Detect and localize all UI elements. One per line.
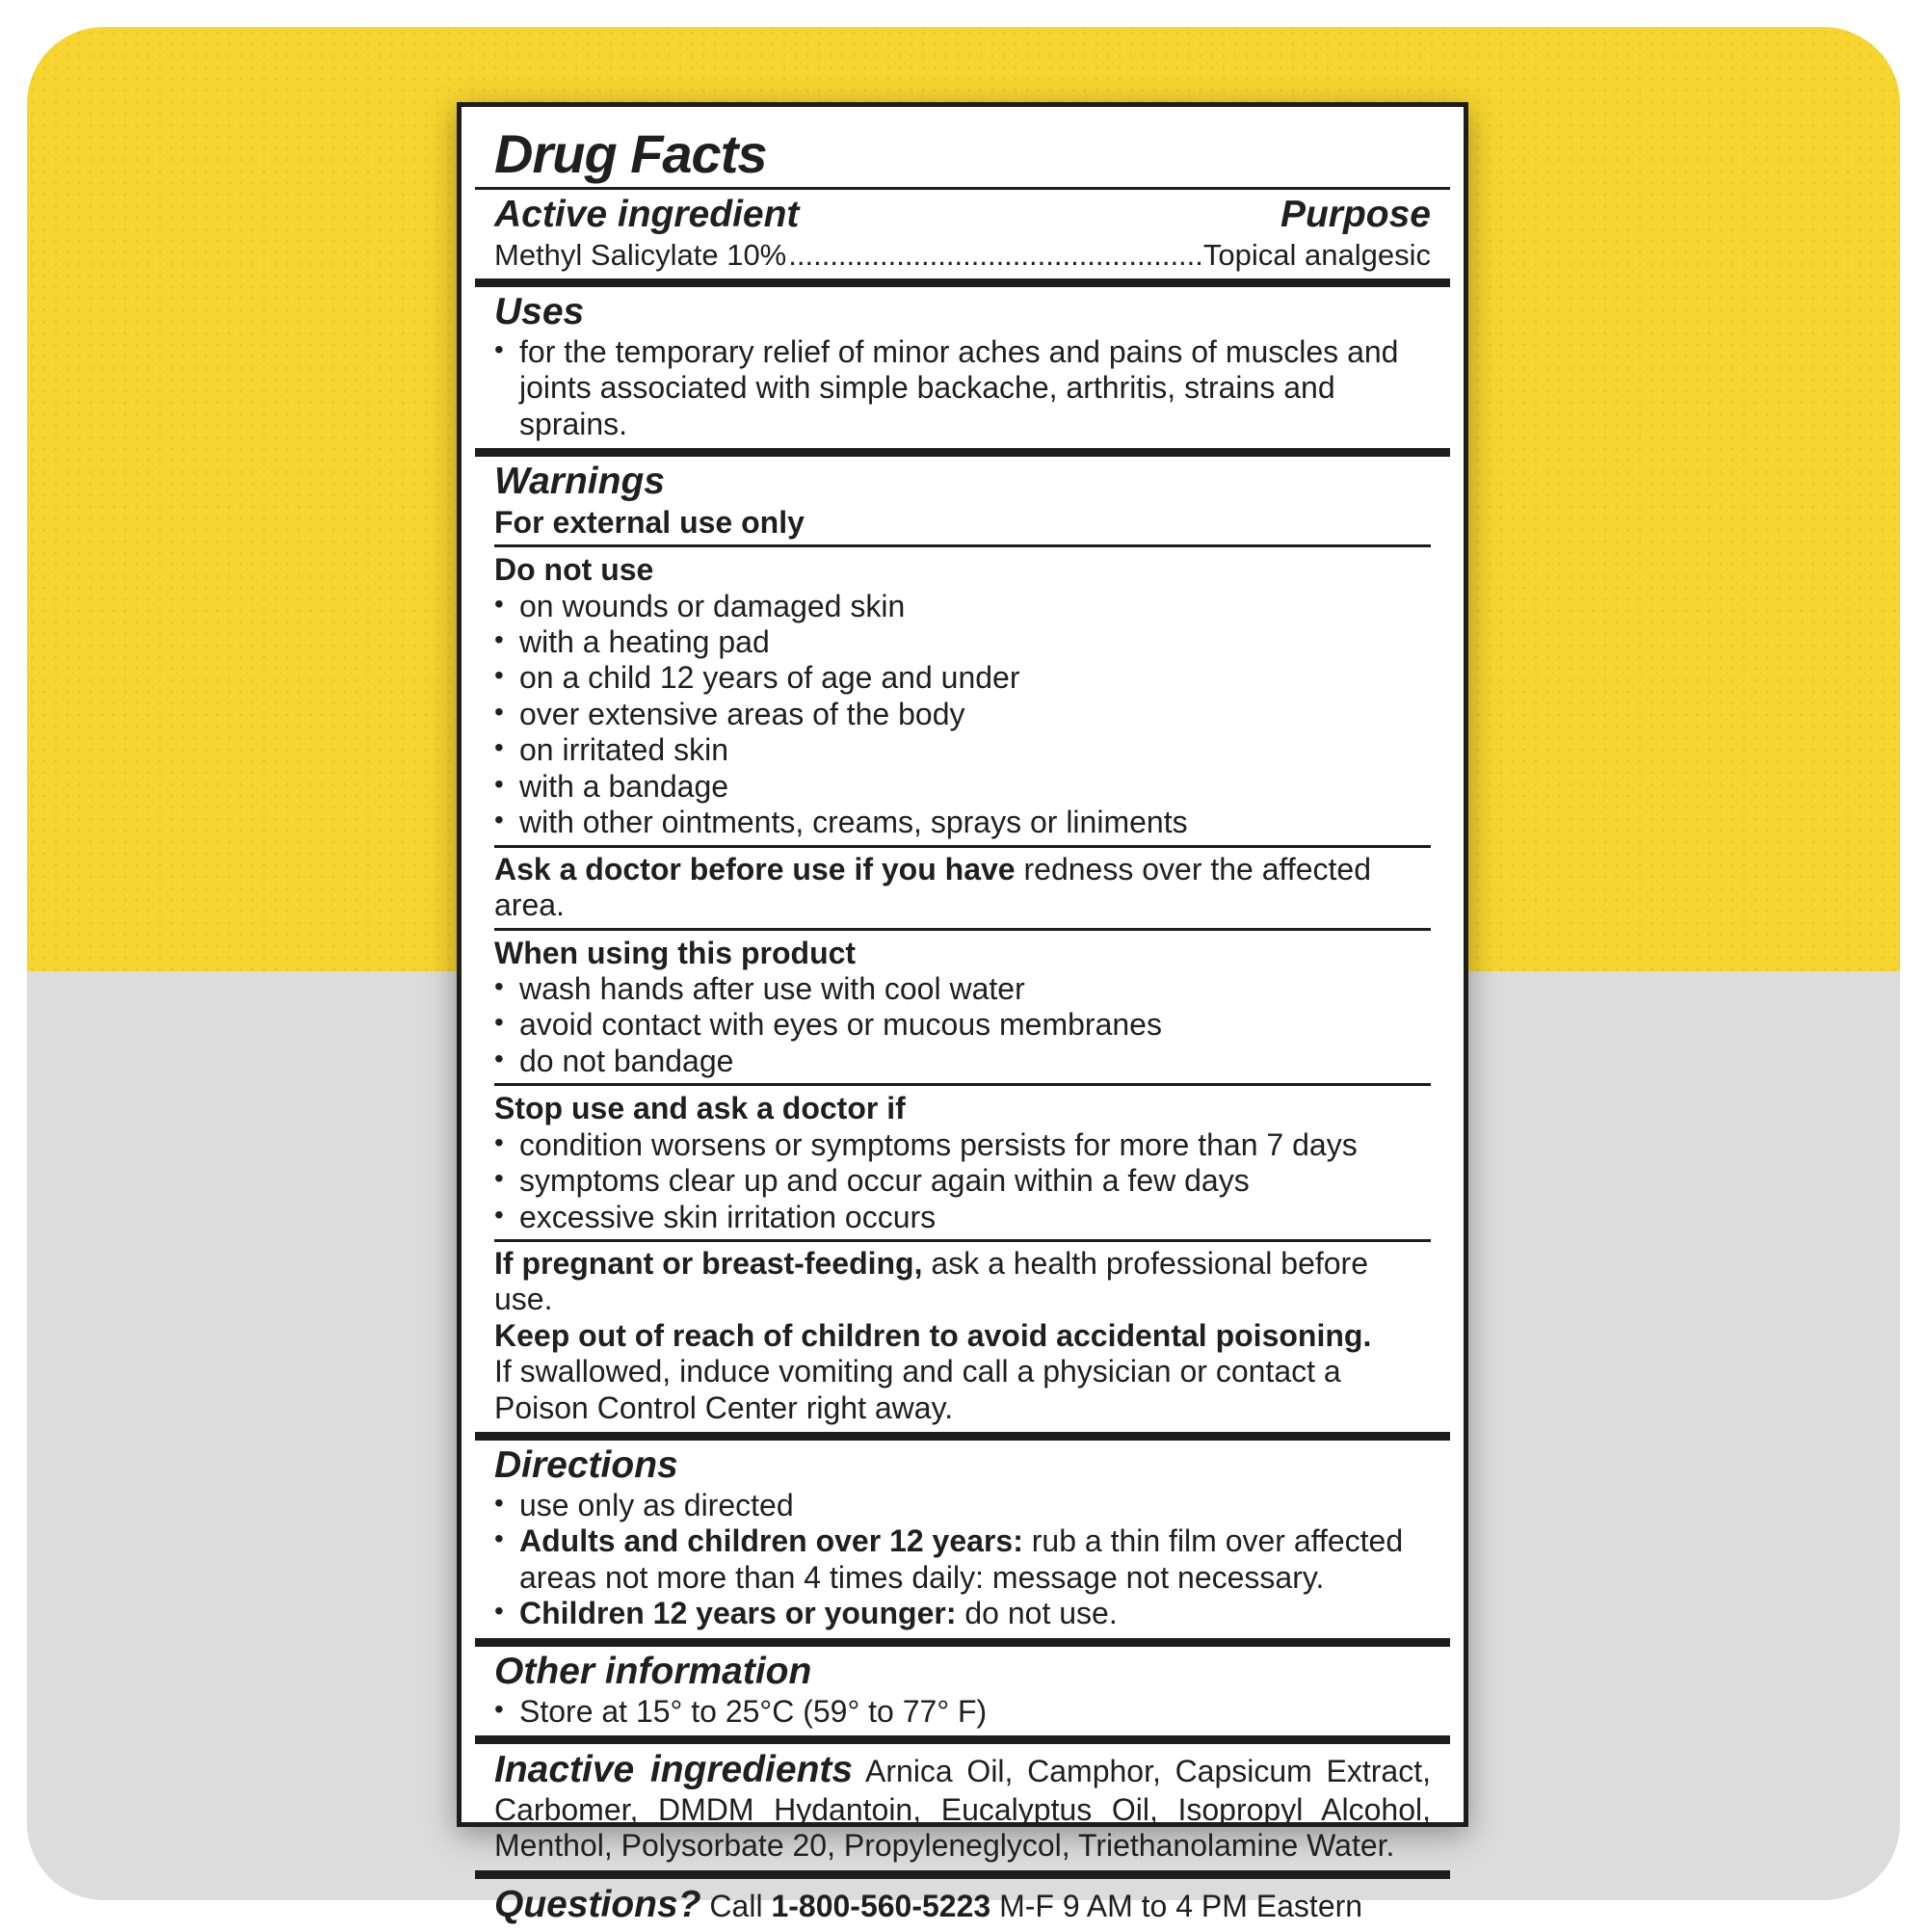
list-item: • with a heating pad — [494, 624, 770, 660]
ingredient-row — [494, 237, 1431, 273]
external-use-text: For external use only — [494, 504, 805, 540]
questions-heading: Questions? — [494, 1883, 701, 1925]
inactive-ingredients-text: Arnica Oil, Camphor, Capsicum Extract, Carbomer, DMDM Hydantoin, Eucalyptus Oil, Isopropyl Alcohol, Menthol, Polysorbate 20, Propyleneglycol, Triethanolamine Water. — [494, 1754, 1432, 1864]
purpose-heading: Purpose — [1280, 193, 1431, 235]
questions-section: Questions? Call 1-800-560-5223 M-F 9 AM to 4 PM Eastern — [475, 1870, 1450, 1932]
ask-doctor-text: Ask a doctor before use if you have redness over the affected area. — [494, 851, 1372, 923]
drug-facts-title: Drug Facts — [494, 123, 767, 184]
list-item: • symptoms clear up and occur again within a few days — [494, 1163, 1250, 1199]
list-item: • Children 12 years or younger: do not use. — [494, 1596, 1118, 1631]
divider — [494, 1083, 1431, 1086]
pregnant-text: If pregnant or breast-feeding, ask a health professional before use. — [494, 1245, 1368, 1317]
directions-section — [475, 1432, 1450, 1638]
list-item: • excessive skin irritation occurs — [494, 1199, 937, 1234]
other-information-heading: Other information — [494, 1650, 812, 1692]
divider — [494, 544, 1431, 547]
directions-heading: Directions — [494, 1444, 678, 1487]
stop-use-heading: Stop use and ask a doctor if — [494, 1091, 906, 1126]
list-item: • for the temporary relief of minor aches and pains of muscles and joints associated with simple backache, arthritis, strains and sprains. — [494, 333, 1399, 441]
uses-section — [475, 278, 1450, 448]
list-item: • on irritated skin — [494, 732, 728, 768]
divider — [494, 845, 1431, 848]
list-item: • over extensive areas of the body — [494, 696, 965, 731]
list-item: • on a child 12 years of age and under — [494, 660, 1020, 696]
phone-number: 1-800-560-5223 — [771, 1888, 991, 1923]
uses-heading: Uses — [494, 290, 585, 332]
inactive-ingredients-section — [475, 1735, 1450, 1870]
ingredient-name: Methyl Salicylate 10% — [494, 237, 787, 272]
list-item: • wash hands after use with cool water — [494, 970, 1025, 1006]
hours-text: M-F 9 AM to 4 PM Eastern — [990, 1888, 1363, 1923]
do-not-use-heading: Do not use — [494, 552, 654, 588]
list-item: • on wounds or damaged skin — [494, 588, 906, 623]
list-item: • avoid contact with eyes or mucous membranes — [494, 1007, 1162, 1043]
inactive-ingredients-heading: Inactive ingredients — [494, 1749, 854, 1791]
leader-dots — [788, 237, 1201, 273]
divider — [494, 1239, 1431, 1242]
active-ingredient-section — [475, 187, 1450, 278]
ingredient-purpose: Topical analgesic — [1202, 237, 1431, 272]
when-using-heading: When using this product — [494, 935, 857, 970]
drug-facts-label — [457, 102, 1468, 1925]
warnings-section — [475, 448, 1450, 1432]
keep-out-text: Keep out of reach of children to avoid accidental poisoning. — [494, 1317, 1372, 1353]
list-item: • condition worsens or symptoms persists for more than 7 days — [494, 1126, 1358, 1162]
list-item: • with a bandage — [494, 768, 729, 804]
list-item: • do not bandage — [494, 1043, 734, 1078]
active-ingredient-heading: Active ingredient — [494, 193, 800, 235]
list-item: • Adults and children over 12 years: rub a thin film over affected areas not more than 4 times daily: message not necessary. — [494, 1523, 1404, 1595]
other-information-section — [475, 1638, 1450, 1735]
warnings-heading: Warnings — [494, 460, 665, 502]
swallowed-text: If swallowed, induce vomiting and call a physician or contact a Poison Control Center right away. — [494, 1354, 1341, 1425]
list-item: • with other ointments, creams, sprays or liniments — [494, 805, 1188, 840]
list-item: • Store at 15° to 25°C (59° to 77° F) — [494, 1693, 988, 1729]
list-item: • use only as directed — [494, 1487, 794, 1522]
divider — [494, 928, 1431, 931]
